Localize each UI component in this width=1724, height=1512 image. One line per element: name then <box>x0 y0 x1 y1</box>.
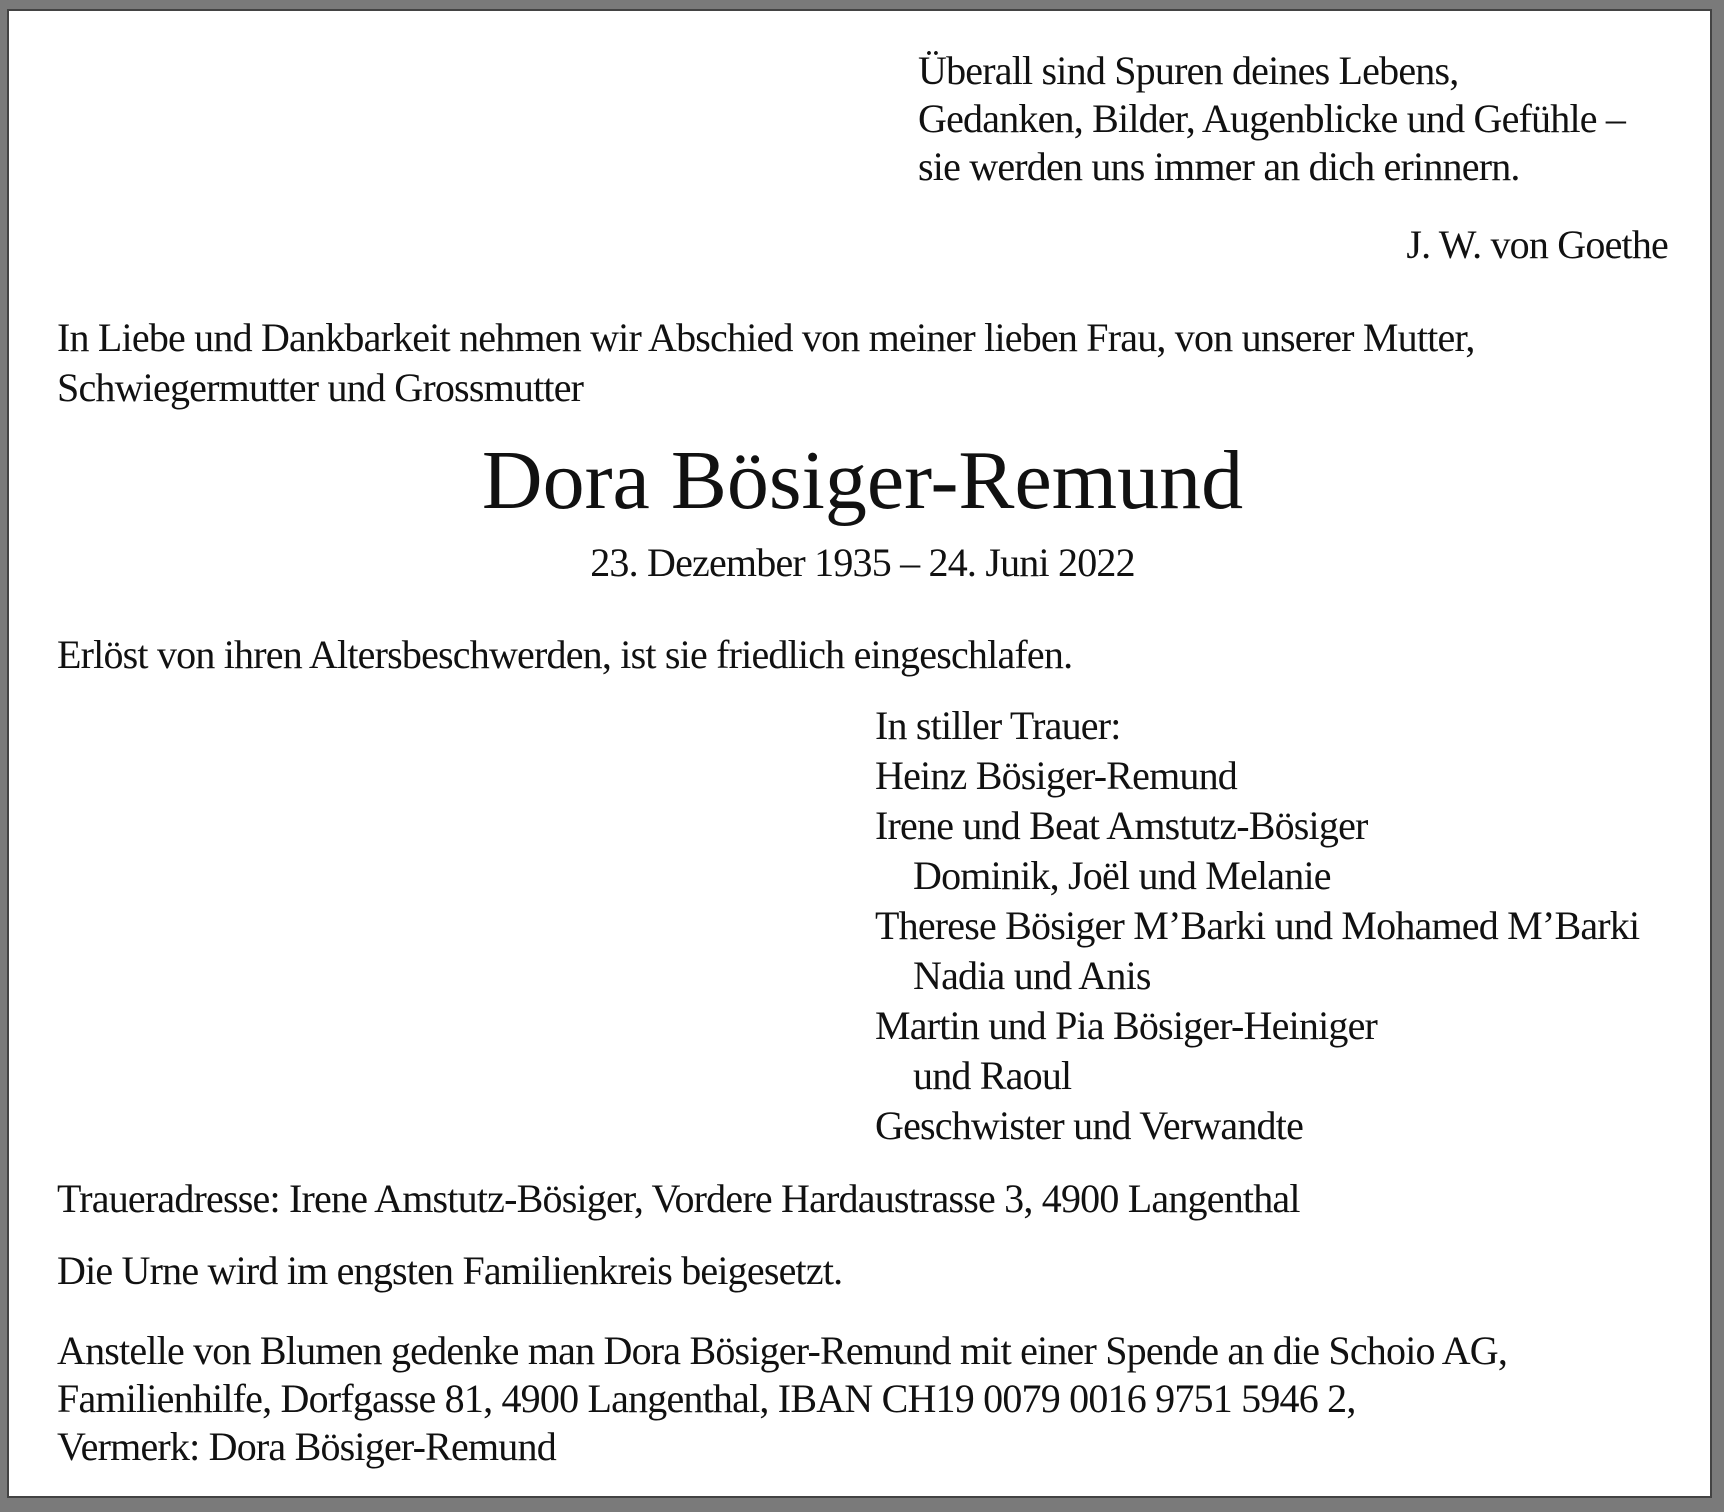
donation-line: Vermerk: Dora Bösiger-Remund <box>57 1424 556 1469</box>
mourner-entry: Dominik, Joël und Melanie <box>913 853 1331 898</box>
quote-line: Überall sind Spuren deines Lebens, <box>918 48 1459 93</box>
passing-note: Erlöst von ihren Altersbeschwerden, ist sie friedlich eingeschlafen. <box>57 632 1073 677</box>
mourners-section <box>875 701 1668 1151</box>
mourning-address: Traueradresse: Irene Amstutz-Bösiger, Vordere Hardaustrasse 3, 4900 Langenthal <box>57 1176 1300 1221</box>
life-dates: 23. Dezember 1935 – 24. Juni 2022 <box>590 540 1135 585</box>
mourner-entry: Heinz Bösiger-Remund <box>875 753 1238 798</box>
quote-line: sie werden uns immer an dich erinnern. <box>918 144 1520 189</box>
donation-line: Familienhilfe, Dorfgasse 81, 4900 Langenthal, IBAN CH19 0079 0016 9751 5946 2, <box>57 1376 1356 1421</box>
donation-paragraph <box>57 1327 1668 1471</box>
donation-line: Anstelle von Blumen gedenke man Dora Bösiger-Remund mit einer Spende an die Schoio AG, <box>57 1328 1508 1373</box>
mourner-entry: und Raoul <box>913 1053 1072 1098</box>
mourners-heading: In stiller Trauer: <box>875 703 1121 748</box>
quote-line: Gedanken, Bilder, Augenblicke und Gefühle – <box>918 96 1626 141</box>
intro-line: In Liebe und Dankbarkeit nehmen wir Abschied von meiner lieben Frau, von unserer Mutter, <box>57 315 1475 360</box>
burial-note: Die Urne wird im engsten Familienkreis beigesetzt. <box>57 1248 843 1293</box>
intro-paragraph <box>57 313 1668 413</box>
mourner-entry: Nadia und Anis <box>913 953 1151 998</box>
mourners-list <box>875 751 1668 1151</box>
deceased-name: Dora Bösiger-Remund <box>481 434 1244 527</box>
memorial-quote <box>918 47 1668 191</box>
mourner-entry: Therese Bösiger M’Barki und Mohamed M’Barki <box>875 903 1640 948</box>
intro-line: Schwiegermutter und Grossmutter <box>57 365 584 410</box>
mourner-entry: Martin und Pia Bösiger-Heiniger <box>875 1003 1378 1048</box>
death-notice <box>7 9 1712 1498</box>
notice-content <box>9 47 1710 1471</box>
mourner-entry: Geschwister und Verwandte <box>875 1103 1304 1148</box>
quote-attribution: J. W. von Goethe <box>1406 222 1668 267</box>
mourner-entry: Irene und Beat Amstutz-Bösiger <box>875 803 1368 848</box>
